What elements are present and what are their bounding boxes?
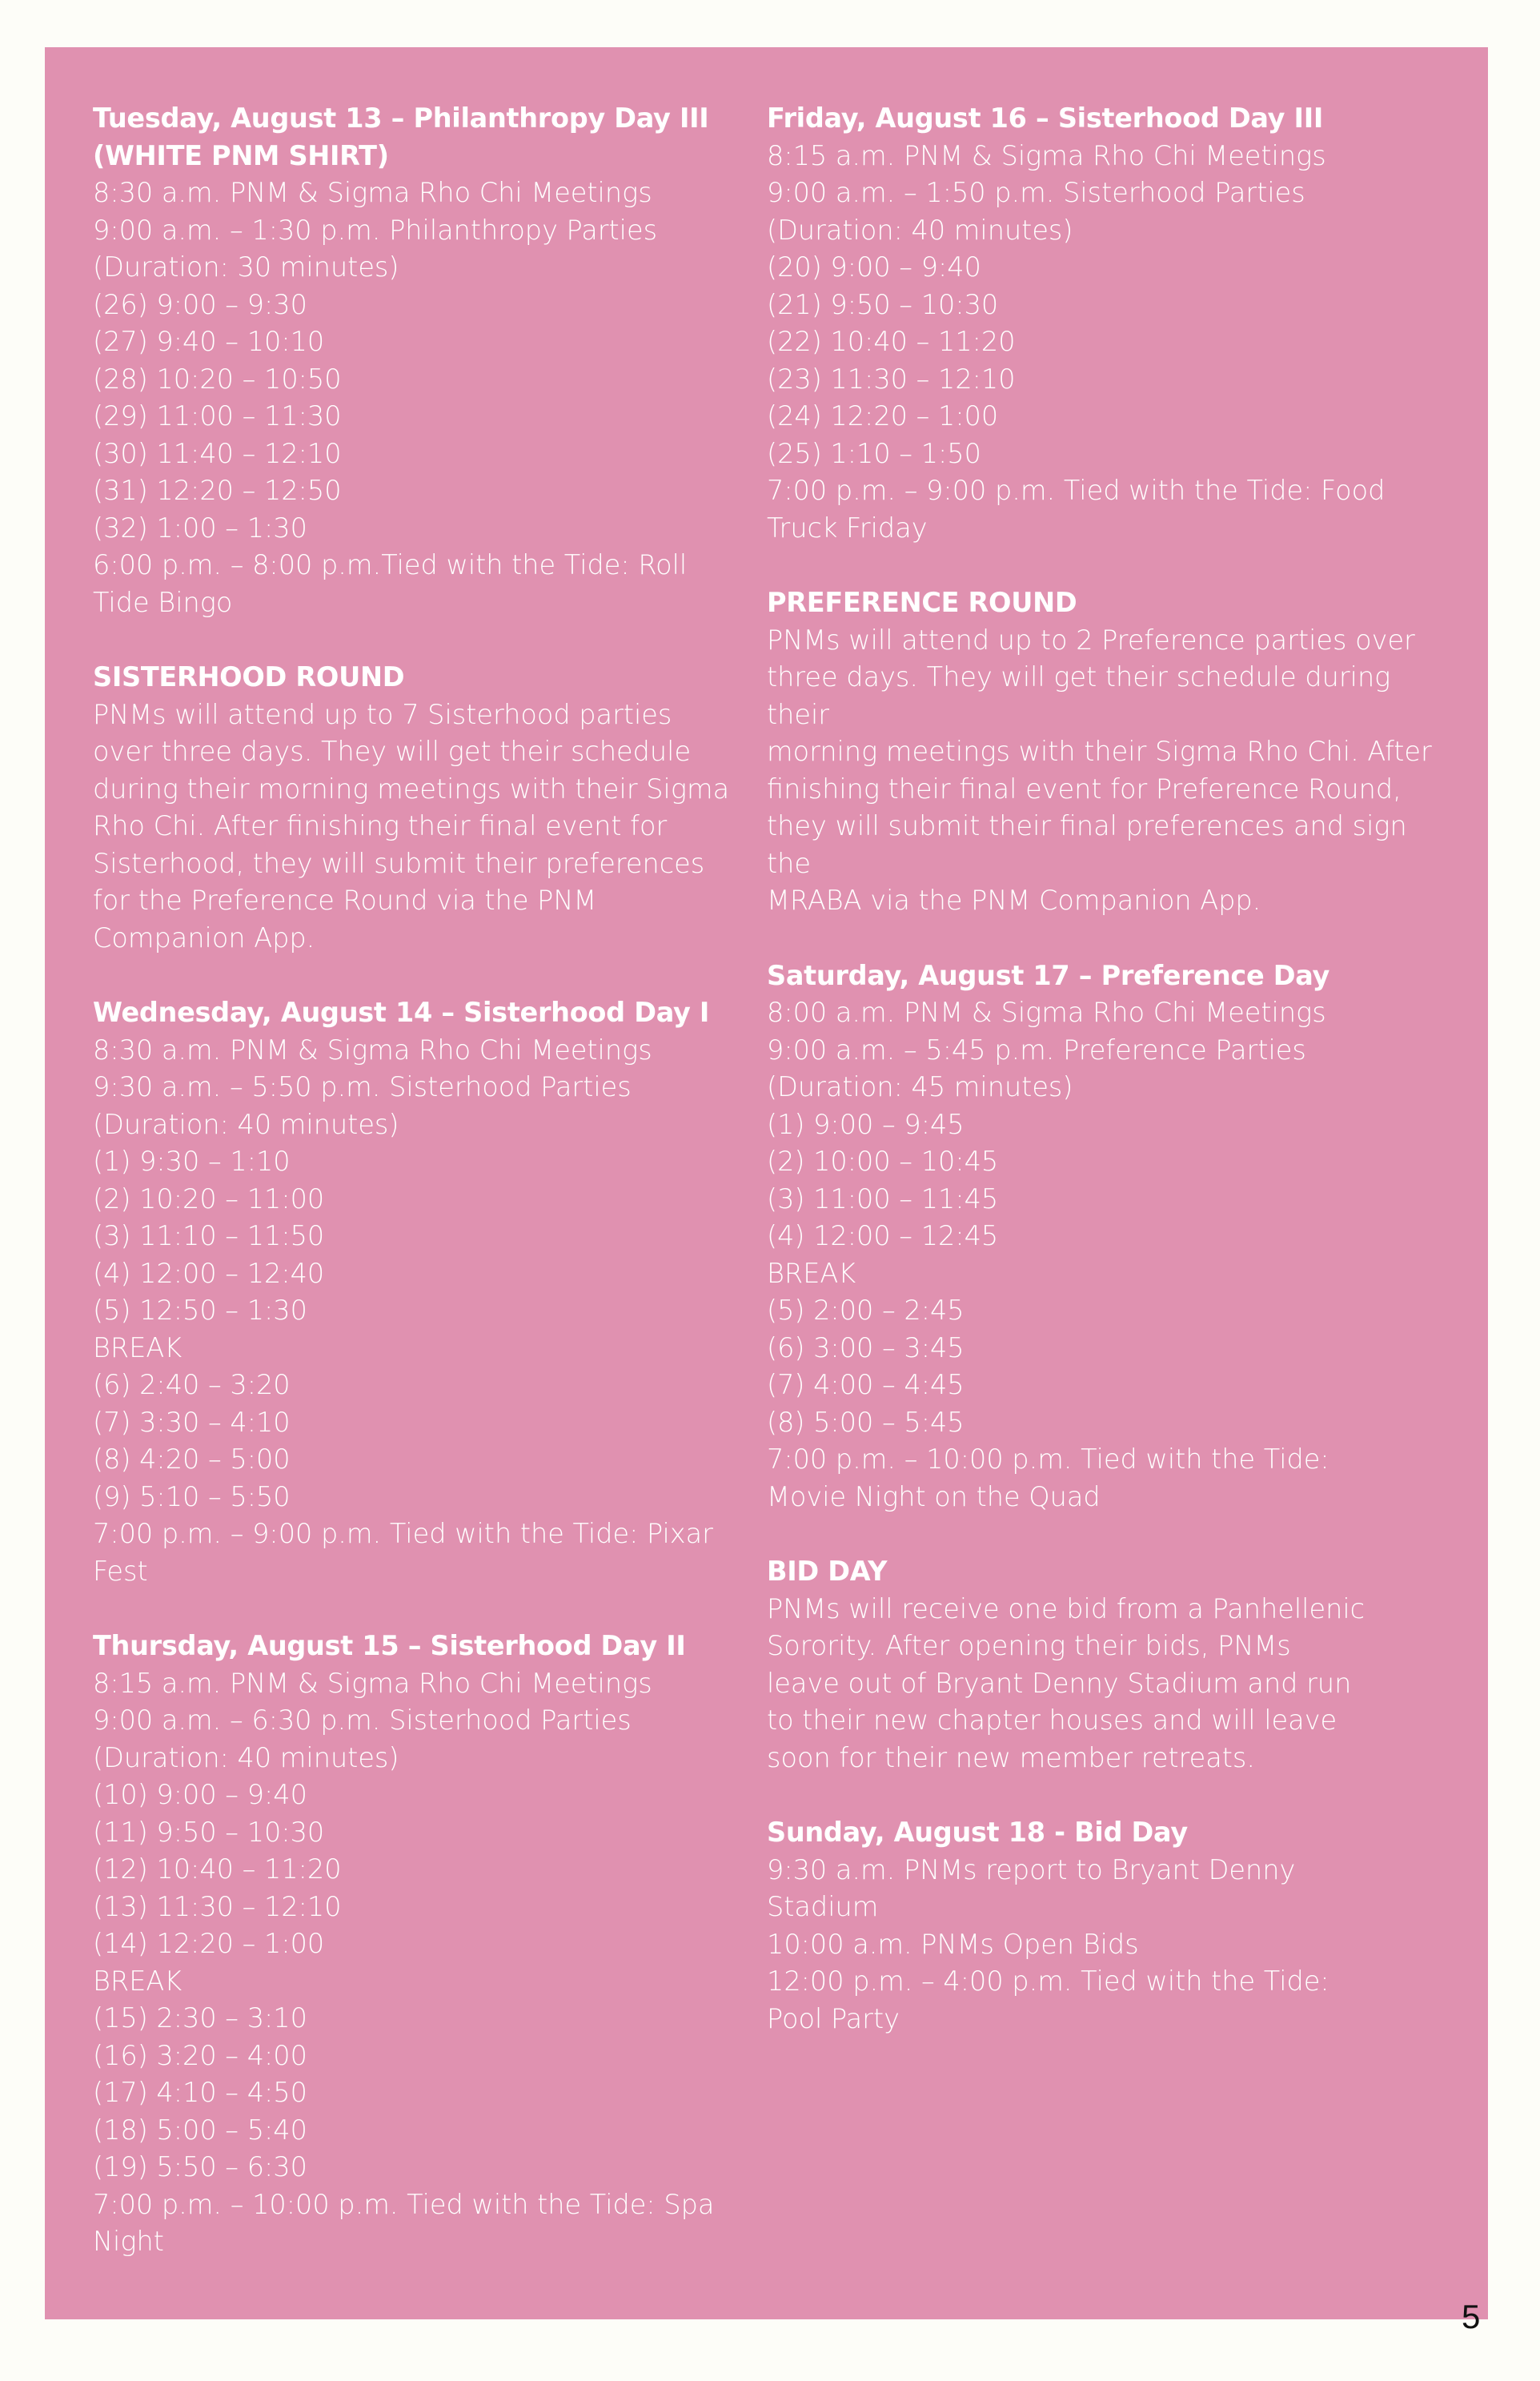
schedule-line: 12:00 p.m. – 4:00 p.m. Tied with the Tide: — [767, 1965, 1329, 1997]
schedule-line: Sorority. After opening their bids, PNMs — [767, 1630, 1291, 1661]
schedule-section — [767, 958, 1455, 1516]
schedule-section — [767, 100, 1455, 547]
schedule-line: 9:00 a.m. – 1:30 p.m. Philanthropy Parties — [93, 214, 658, 246]
schedule-line: (14) 12:20 – 1:00 — [93, 1928, 325, 1959]
schedule-line: (28) 10:20 – 10:50 — [93, 363, 342, 395]
schedule-line: (22) 10:40 – 11:20 — [767, 326, 1016, 357]
schedule-line: (1) 9:30 – 1:10 — [93, 1146, 291, 1177]
schedule-line: (12) 10:40 – 11:20 — [93, 1853, 342, 1885]
schedule-line: (27) 9:40 – 10:10 — [93, 326, 325, 357]
schedule-line: 7:00 p.m. – 9:00 p.m. Tied with the Tide: Pixar — [93, 1518, 713, 1549]
schedule-line: to their new chapter houses and will leave — [767, 1704, 1337, 1736]
schedule-line: (Duration: 45 minutes) — [767, 1071, 1073, 1102]
schedule-line: (17) 4:10 – 4:50 — [93, 2077, 307, 2108]
schedule-line: (6) 2:40 – 3:20 — [93, 1369, 291, 1400]
schedule-line: they will submit their final preferences and sign the — [767, 810, 1416, 879]
schedule-section — [93, 994, 749, 1590]
schedule-line: (7) 4:00 – 4:45 — [767, 1369, 965, 1400]
schedule-line: (Duration: 40 minutes) — [767, 214, 1073, 246]
schedule-line: (29) 11:00 – 11:30 — [93, 400, 342, 432]
schedule-line: 7:00 p.m. – 9:00 p.m. Tied with the Tide: Food — [767, 475, 1386, 506]
schedule-line: (6) 3:00 – 3:45 — [767, 1331, 965, 1363]
schedule-line: (2) 10:00 – 10:45 — [767, 1146, 999, 1177]
schedule-line: 9:00 a.m. – 6:30 p.m. Sisterhood Parties — [93, 1704, 632, 1736]
schedule-line: (11) 9:50 – 10:30 — [93, 1816, 325, 1848]
schedule-line: (3) 11:10 – 11:50 — [93, 1220, 325, 1251]
schedule-line: (24) 12:20 – 1:00 — [767, 400, 999, 432]
schedule-line: PNMs will attend up to 2 Preference parties over — [767, 624, 1415, 656]
schedule-line: for the Preference Round via the PNM — [93, 885, 597, 916]
schedule-section — [93, 1628, 749, 2261]
schedule-line: PNMs will receive one bid from a Panhellenic — [767, 1592, 1366, 1624]
schedule-line: (5) 2:00 – 2:45 — [767, 1295, 965, 1326]
schedule-line: (Duration: 30 minutes) — [93, 251, 399, 283]
schedule-line: BREAK — [93, 1331, 182, 1363]
schedule-line: (3) 11:00 – 11:45 — [767, 1182, 999, 1215]
schedule-line: (4) 12:00 – 12:45 — [767, 1220, 999, 1251]
schedule-line: (32) 1:00 – 1:30 — [93, 512, 307, 544]
schedule-line: (20) 9:00 – 9:40 — [767, 251, 981, 283]
schedule-line: (8) 5:00 – 5:45 — [767, 1406, 965, 1438]
schedule-line: Sisterhood, they will submit their preferences — [93, 847, 705, 879]
schedule-section — [93, 659, 749, 957]
schedule-section — [93, 100, 749, 621]
schedule-panel — [45, 47, 1488, 2319]
schedule-line: 8:15 a.m. PNM & Sigma Rho Chi Meetings — [767, 139, 1326, 171]
schedule-line: (15) 2:30 – 3:10 — [93, 2002, 307, 2034]
schedule-line: soon for their new member retreats. — [767, 1741, 1256, 1773]
section-heading: PREFERENCE ROUND — [767, 587, 1077, 618]
section-heading: Saturday, August 17 – Preference Day — [767, 959, 1330, 991]
schedule-line: (23) 11:30 – 12:10 — [767, 363, 1016, 395]
schedule-line: Movie Night on the Quad — [767, 1480, 1101, 1512]
schedule-section — [767, 1553, 1455, 1777]
schedule-line: 7:00 p.m. – 10:00 p.m. Tied with the Tide: Spa — [93, 2188, 715, 2220]
schedule-line: (Duration: 40 minutes) — [93, 1741, 399, 1773]
schedule-line: BREAK — [93, 1965, 182, 1997]
schedule-line: (10) 9:00 – 9:40 — [93, 1779, 307, 1810]
schedule-line: (8) 4:20 – 5:00 — [93, 1443, 291, 1475]
schedule-line: 8:30 a.m. PNM & Sigma Rho Chi Meetings — [93, 177, 652, 208]
section-heading: Wednesday, August 14 – Sisterhood Day I — [93, 997, 710, 1028]
schedule-line: during their morning meetings with their Sigma — [93, 773, 730, 805]
schedule-line: (2) 10:20 – 11:00 — [93, 1182, 325, 1215]
section-heading: Tuesday, August 13 – Philanthropy Day III — [93, 102, 709, 134]
schedule-line: (30) 11:40 – 12:10 — [93, 437, 342, 469]
schedule-line: (21) 9:50 – 10:30 — [767, 288, 999, 320]
schedule-line: Pool Party — [767, 2002, 900, 2034]
schedule-line: three days. They will get their schedule during their — [767, 661, 1399, 730]
schedule-line: (18) 5:00 – 5:40 — [93, 2114, 307, 2146]
schedule-line: 8:15 a.m. PNM & Sigma Rho Chi Meetings — [93, 1667, 652, 1699]
schedule-line: (16) 3:20 – 4:00 — [93, 2039, 307, 2071]
schedule-line: 8:00 a.m. PNM & Sigma Rho Chi Meetings — [767, 997, 1326, 1028]
section-heading: Friday, August 16 – Sisterhood Day III — [767, 102, 1324, 134]
schedule-line: Companion App. — [93, 921, 315, 954]
schedule-line: 10:00 a.m. PNMs Open Bids — [767, 1928, 1139, 1960]
schedule-line: 7:00 p.m. – 10:00 p.m. Tied with the Tide: — [767, 1443, 1329, 1475]
section-heading: Sunday, August 18 - Bid Day — [767, 1817, 1188, 1848]
schedule-line: finishing their final event for Preference Round, — [767, 773, 1402, 805]
schedule-line: (9) 5:10 – 5:50 — [93, 1480, 291, 1512]
schedule-line: 9:30 a.m. – 5:50 p.m. Sisterhood Parties — [93, 1071, 632, 1102]
schedule-section — [767, 1814, 1455, 2038]
section-heading: (WHITE PNM SHIRT) — [93, 139, 389, 171]
schedule-line: (13) 11:30 – 12:10 — [93, 1890, 342, 1922]
schedule-line: 9:00 a.m. – 1:50 p.m. Sisterhood Parties — [767, 177, 1305, 208]
schedule-line: Fest — [93, 1555, 148, 1587]
schedule-line: 6:00 p.m. – 8:00 p.m.Tied with the Tide: Roll — [93, 549, 688, 580]
schedule-line: Tide Bingo — [93, 586, 233, 618]
right-column — [767, 100, 1455, 2075]
schedule-line: (4) 12:00 – 12:40 — [93, 1257, 325, 1289]
schedule-line: (31) 12:20 – 12:50 — [93, 475, 342, 506]
schedule-line: (19) 5:50 – 6:30 — [93, 2151, 307, 2182]
schedule-section — [767, 584, 1455, 920]
schedule-line: (5) 12:50 – 1:30 — [93, 1295, 307, 1326]
section-heading: BID DAY — [767, 1556, 888, 1587]
schedule-line: Stadium — [767, 1891, 879, 1922]
schedule-line: 9:00 a.m. – 5:45 p.m. Preference Parties — [767, 1034, 1306, 1066]
schedule-line: 9:30 a.m. PNMs report to Bryant Denny — [767, 1853, 1296, 1885]
schedule-line: PNMs will attend up to 7 Sisterhood parties — [93, 698, 672, 730]
left-column — [93, 100, 749, 2299]
schedule-line: morning meetings with their Sigma Rho Chi. After — [767, 736, 1432, 767]
section-heading: SISTERHOOD ROUND — [93, 661, 405, 693]
section-heading: Thursday, August 15 – Sisterhood Day II — [93, 1630, 686, 1661]
schedule-line: 8:30 a.m. PNM & Sigma Rho Chi Meetings — [93, 1034, 652, 1066]
schedule-line: (Duration: 40 minutes) — [93, 1108, 399, 1140]
schedule-line: Truck Friday — [767, 512, 928, 544]
schedule-line: MRABA via the PNM Companion App. — [767, 885, 1261, 916]
schedule-line: Night — [93, 2226, 164, 2257]
schedule-line: BREAK — [767, 1257, 856, 1289]
schedule-line: leave out of Bryant Denny Stadium and run — [767, 1667, 1352, 1699]
schedule-line: over three days. They will get their schedule — [93, 736, 692, 767]
schedule-line: (1) 9:00 – 9:45 — [767, 1108, 965, 1140]
schedule-line: Rho Chi. After finishing their final event for — [93, 810, 668, 841]
page-number: 5 — [1462, 2298, 1481, 2335]
schedule-line: (7) 3:30 – 4:10 — [93, 1406, 291, 1438]
schedule-line: (25) 1:10 – 1:50 — [767, 437, 981, 469]
schedule-line: (26) 9:00 – 9:30 — [93, 288, 307, 320]
